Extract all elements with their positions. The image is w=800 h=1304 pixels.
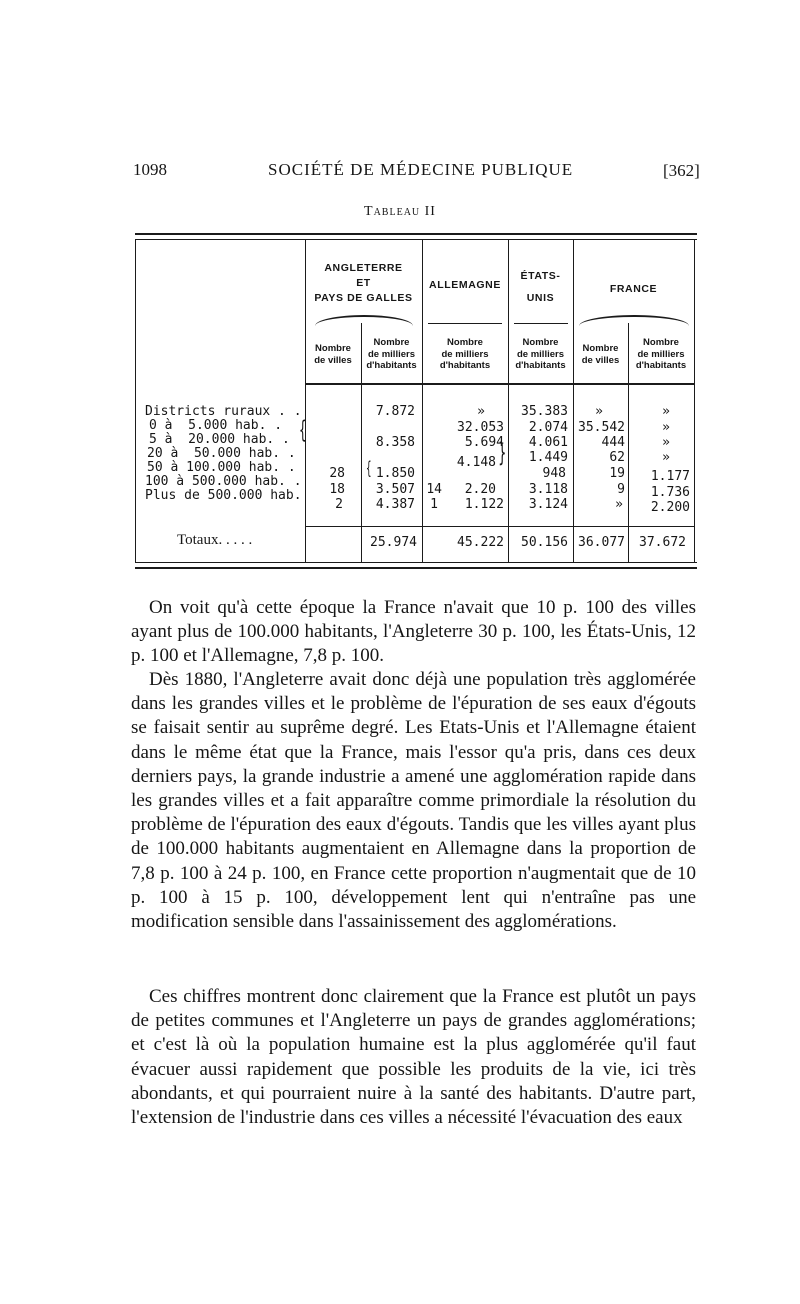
cell-fr-villes: »	[615, 497, 623, 512]
cell-eng-villes: 28	[329, 466, 345, 481]
cell-fr-milliers: »	[662, 435, 670, 450]
paragraph-text: Ces chiffres montrent donc clairement que la France est plutôt un pays de petites communes et l'Angleterre un pays de grandes agglomérations; et c'est là où la population humaine est la plus agglomérée qu'il faut évacuer aussi rapidement que possible les produits de la vie, ici très abondants, et qui pourraient nuire à la santé des habitants. D'autre part, l'extension de l'industrie dans ces villes a nécessité l'évacuation des eaux	[131, 986, 696, 1129]
cell-eu-milliers: 3.118	[528, 482, 568, 497]
brace-angleterre	[315, 315, 413, 326]
cell-all-villes: 1	[430, 497, 438, 512]
bracket-eng: {	[298, 416, 307, 444]
cell-fr-milliers: 1.177	[650, 469, 690, 484]
page-reference: [362]	[663, 161, 700, 180]
header-france: FRANCE	[609, 283, 658, 295]
cell-eu-milliers: 35.383	[521, 404, 568, 419]
cell-eng-milliers: 7.872	[375, 404, 415, 419]
cell-eu-milliers: 1.449	[528, 450, 568, 465]
subheader-all-milliers: Nombre de milliers d'habitants	[439, 337, 491, 371]
header-etats-unis: ÉTATS- UNIS	[520, 270, 561, 304]
total-all-milliers: 45.222	[457, 535, 504, 550]
cell-fr-villes: 35.542	[578, 420, 625, 435]
total-eu-milliers: 50.156	[521, 535, 568, 550]
cell-all-milliers: 4.148	[456, 455, 496, 470]
bracket-eng-2: {	[365, 458, 372, 479]
row-label: 50 à 100.000 hab. .	[147, 460, 296, 475]
cell-all-villes: 14	[426, 482, 442, 497]
paragraph	[131, 668, 696, 934]
paragraph-text: On voit qu'à cette époque la France n'avait que 10 p. 100 des villes ayant plus de 100.000 habitants, l'Angleterre 30 p. 100, les États-Unis, 12 p. 100 et l'Allemagne, 7,8 p. 100.	[131, 597, 696, 667]
header-angleterre: ANGLETERRE ET PAYS DE GALLES	[314, 262, 413, 304]
cell-fr-villes: 62	[609, 450, 625, 465]
cell-eu-milliers: 948	[542, 466, 566, 481]
cell-eng-milliers: 3.507	[375, 482, 415, 497]
totals-label: Totaux. . . . .	[177, 532, 253, 548]
subheader-fr-villes: Nombre de villes	[581, 343, 620, 366]
row-label: 5 à 20.000 hab. .	[149, 432, 290, 447]
running-header	[133, 160, 700, 184]
cell-fr-villes: 19	[609, 466, 625, 481]
header-allemagne: ALLEMAGNE	[429, 279, 501, 291]
cell-all-milliers: 2.20	[464, 482, 496, 497]
row-label: 20 à 50.000 hab. .	[147, 446, 296, 461]
cell-fr-milliers: 1.736	[650, 485, 690, 500]
row-label: 100 à 500.000 hab. .	[145, 474, 302, 489]
cell-fr-milliers: »	[662, 404, 670, 419]
subheader-eu-milliers: Nombre de milliers d'habitants	[515, 337, 566, 371]
cell-eng-milliers: 1.850	[375, 466, 415, 481]
cell-fr-milliers: 2.200	[650, 500, 690, 515]
cell-eu-milliers: 2.074	[528, 420, 568, 435]
total-fr-milliers: 37.672	[639, 535, 686, 550]
subheader-eng-villes: Nombre de villes	[314, 343, 352, 366]
brace-france	[579, 315, 689, 326]
paragraph	[131, 985, 696, 1130]
table-title: Tableau II	[364, 204, 436, 219]
cell-all-milliers: 5.694	[464, 435, 504, 450]
cell-eng-milliers: 4.387	[375, 497, 415, 512]
bracket-all: }	[498, 438, 507, 468]
total-fr-villes: 36.077	[578, 535, 625, 550]
subheader-fr-milliers: Nombre de milliers d'habitants	[635, 337, 687, 371]
cell-eng-villes: 2	[335, 497, 343, 512]
cell-fr-milliers: »	[662, 420, 670, 435]
cell-eu-milliers: 3.124	[528, 497, 568, 512]
cell-all-milliers: 1.122	[464, 497, 504, 512]
row-label: Plus de 500.000 hab.	[145, 488, 302, 503]
subheader-eng-milliers: Nombre de milliers d'habitants	[366, 337, 417, 371]
cell-fr-villes: 9	[617, 482, 625, 497]
cell-fr-milliers: »	[662, 450, 670, 465]
cell-eu-milliers: 4.061	[528, 435, 568, 450]
statistics-table	[135, 233, 697, 569]
paragraph-text: Dès 1880, l'Angleterre avait donc déjà une population très agglomérée dans les grandes villes et le problème de l'épuration de ses eaux d'égouts se faisait sentir au suprême degré. Les Etats-Unis et l'Allemagne étaient dans le même état que la France, mais l'essor qu'a pris, dans ces deux derniers pays, la grande industrie a amené une agglomération rapide dans les grandes villes et a fait apparaître comme primordiale la résolution du problème de l'épuration des eaux d'égouts. Tandis que les villes ayant plus de 100.000 habitants augmentaient en Allemagne dans la proportion de 7,8 p. 100 à 24 p. 100, en France cette proportion n'augmentait que de 10 p. 100 à 15 p. 100, développement lent qui n'entraîne pas une modification sensible dans l'assainissement des agglomérations.	[131, 669, 696, 933]
row-label: Districts ruraux . .	[145, 404, 302, 419]
cell-fr-villes: 444	[601, 435, 625, 450]
row-label: 0 à 5.000 hab. .	[149, 418, 283, 433]
cell-fr-villes: »	[595, 404, 603, 419]
running-title: SOCIÉTÉ DE MÉDECINE PUBLIQUE	[268, 160, 574, 179]
cell-eng-villes: 18	[329, 482, 345, 497]
page-number: 1098	[133, 160, 167, 179]
paragraph	[131, 596, 696, 669]
total-eng-milliers: 25.974	[370, 535, 417, 550]
cell-all-milliers: »	[477, 404, 485, 419]
cell-eng-milliers: 8.358	[375, 435, 415, 450]
cell-all-milliers: 32.053	[457, 420, 504, 435]
